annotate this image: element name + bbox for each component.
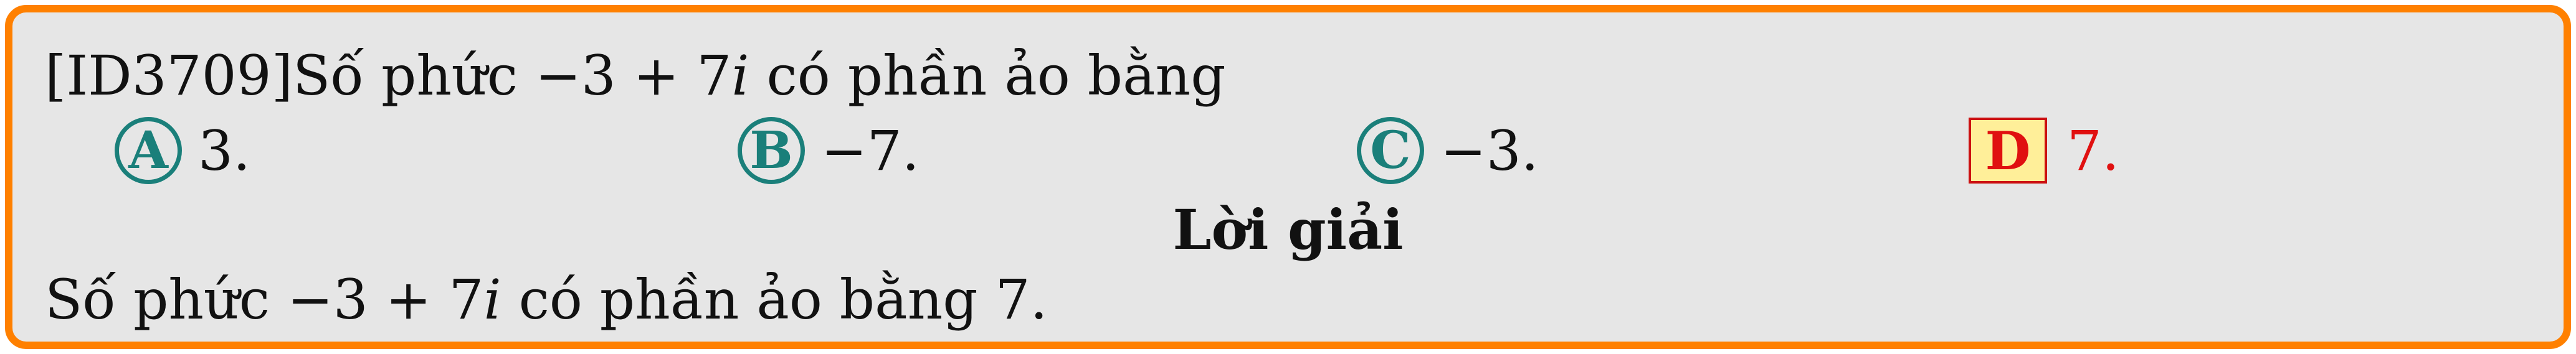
question-id: [ID3709] — [45, 44, 293, 108]
option-c[interactable] — [1357, 113, 1539, 188]
solution-text — [45, 269, 1048, 331]
question-text — [45, 45, 1226, 107]
question-imaginary-unit: i — [731, 44, 749, 108]
solution-heading: Lời giải — [1172, 197, 1404, 262]
solution-imaginary-unit: i — [483, 268, 501, 332]
option-b-badge[interactable]: B — [738, 117, 805, 184]
question-card — [5, 5, 2571, 349]
option-c-value: −3. — [1440, 118, 1539, 183]
option-a-value: 3. — [198, 118, 250, 183]
option-a[interactable] — [115, 113, 250, 188]
option-d-value: 7. — [2067, 118, 2119, 183]
option-d-correct[interactable] — [1969, 113, 2119, 188]
option-d-badge[interactable]: D — [1969, 118, 2047, 184]
solution-prefix: Số phức — [45, 268, 288, 332]
option-b-value: −7. — [821, 118, 920, 183]
option-b[interactable] — [738, 113, 920, 188]
option-a-badge[interactable]: A — [115, 117, 182, 184]
option-c-badge[interactable]: C — [1357, 117, 1424, 184]
solution-expression: −3 + 7 — [287, 268, 484, 332]
question-prefix: Số phức — [292, 44, 535, 108]
solution-suffix: có phần ảo bằng 7. — [501, 268, 1048, 332]
question-expression: −3 + 7 — [535, 44, 732, 108]
question-suffix: có phần ảo bằng — [749, 44, 1226, 108]
